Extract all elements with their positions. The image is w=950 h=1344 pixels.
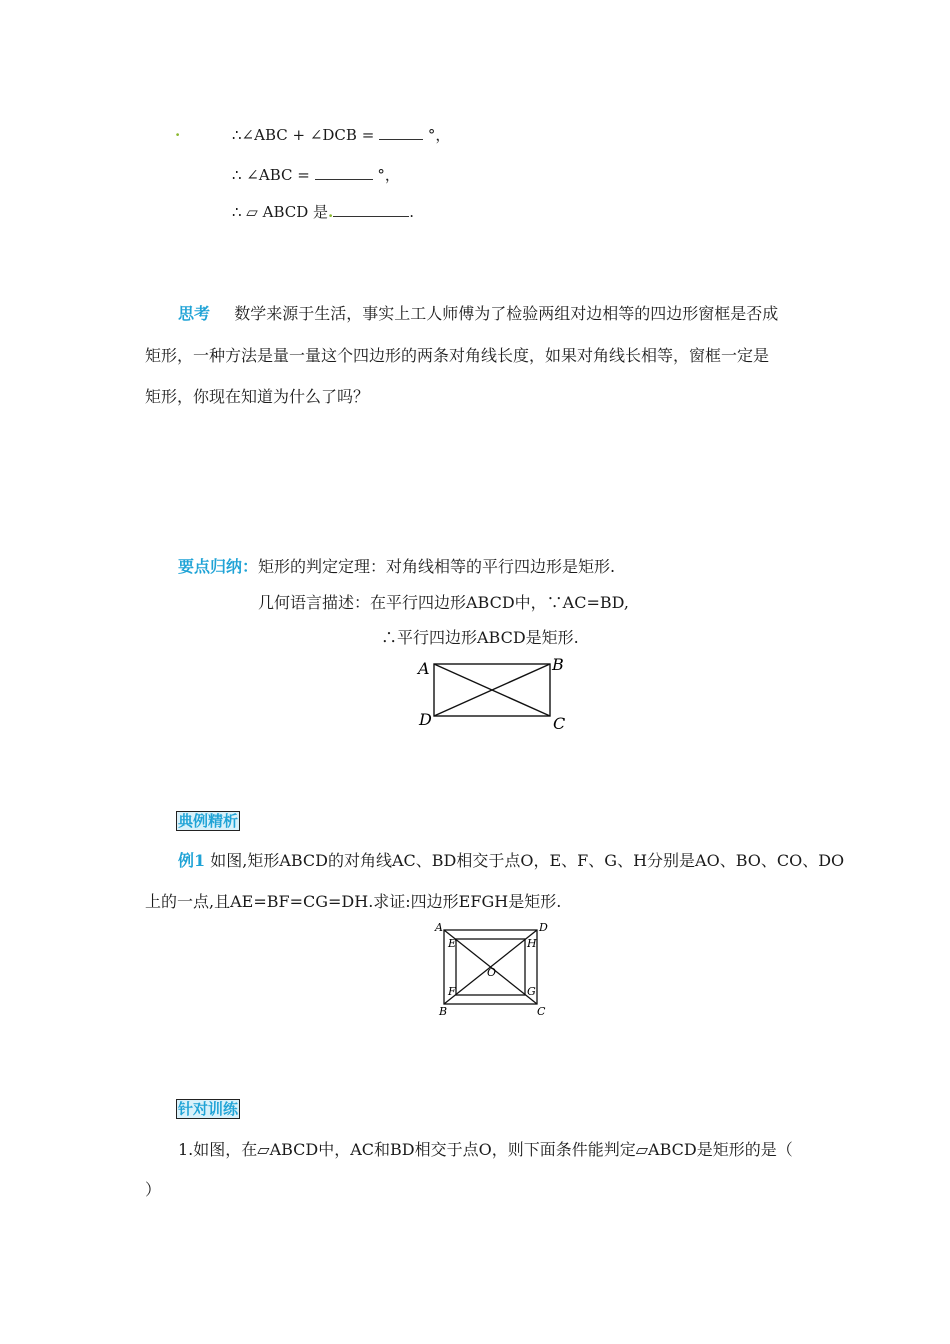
section-label: 典例精析 — [178, 812, 239, 830]
point-label-g: G — [527, 985, 536, 998]
proof-line-1 — [232, 124, 450, 145]
section-heading-practice — [176, 1099, 240, 1118]
point-label-f: F — [448, 985, 456, 998]
rectangle-diagram — [410, 652, 580, 734]
point-label-e: E — [448, 937, 457, 950]
answer-blank-1[interactable] — [379, 125, 423, 140]
highlight-marker: . — [175, 122, 181, 140]
question-1-line-1: 1.如图，在▱ABCD中，AC和BD相交于点O，则下面条件能判定▱ABCD是矩形的是（ — [178, 1140, 793, 1159]
section-label: 针对训练 — [178, 1100, 239, 1118]
vertex-label-a: A — [435, 921, 443, 934]
vertex-label-d: D — [539, 921, 548, 934]
summary-theorem: 矩形的判定定理：对角线相等的平行四边形是矩形. — [258, 557, 616, 576]
vertex-label-c: C — [537, 1005, 546, 1018]
geometric-language-line-1: 几何语言描述：在平行四边形ABCD中，∵AC=BD, — [258, 593, 629, 612]
vertex-label-b: B — [439, 1005, 448, 1018]
vertex-label-a: A — [418, 659, 430, 678]
vertex-label-b: B — [552, 655, 564, 674]
proof-line-3-text: ∴ ▱ ABCD 是 — [232, 203, 329, 221]
think-line-2: 矩形，一种方法是量一量这个四边形的两条对角线长度，如果对角线长相等，窗框一定是 — [145, 346, 770, 365]
example-text-1: 如图,矩形ABCD的对角线AC、BD相交于点O，E、F、G、H分别是AO、BO、CO、DO — [210, 851, 845, 870]
question-1-line-2: ） — [145, 1180, 162, 1199]
example-line-2: 上的一点,且AE=BF=CG=DH.求证:四边形EFGH是矩形. — [145, 892, 562, 911]
proof-line-3 — [232, 201, 414, 222]
point-label-h: H — [527, 937, 537, 950]
example-line-1 — [178, 848, 844, 871]
rectangle-efgh-diagram — [430, 920, 552, 1018]
think-label: 思考 — [178, 304, 211, 323]
think-text-1: 数学来源于生活，事实上工人师傅为了检验两组对边相等的四边形窗框是否成 — [234, 304, 779, 323]
highlight-marker: . — [328, 203, 334, 221]
point-label-o: O — [487, 966, 497, 979]
summary-label: 要点归纳： — [178, 557, 259, 576]
summary-line — [178, 554, 615, 577]
proof-line-1-suffix: °， — [427, 126, 451, 144]
example-label: 例1 — [178, 851, 206, 870]
proof-line-2 — [232, 164, 400, 185]
proof-line-2-suffix: °， — [377, 166, 400, 184]
answer-blank-3[interactable] — [333, 202, 409, 217]
think-line-3: 矩形，你现在知道为什么了吗？ — [145, 387, 370, 406]
geometric-language-line-2: ∴平行四边形ABCD是矩形. — [381, 628, 579, 647]
vertex-label-d: D — [419, 710, 432, 729]
proof-line-3-suffix: . — [409, 203, 415, 221]
vertex-label-c: C — [553, 714, 566, 733]
proof-line-1-text: ∴∠ABC + ∠DCB = — [232, 126, 375, 144]
proof-line-2-text: ∴ ∠ABC = — [232, 166, 310, 184]
section-heading-examples — [176, 811, 240, 830]
answer-blank-2[interactable] — [315, 165, 373, 180]
think-line-1 — [178, 301, 778, 324]
